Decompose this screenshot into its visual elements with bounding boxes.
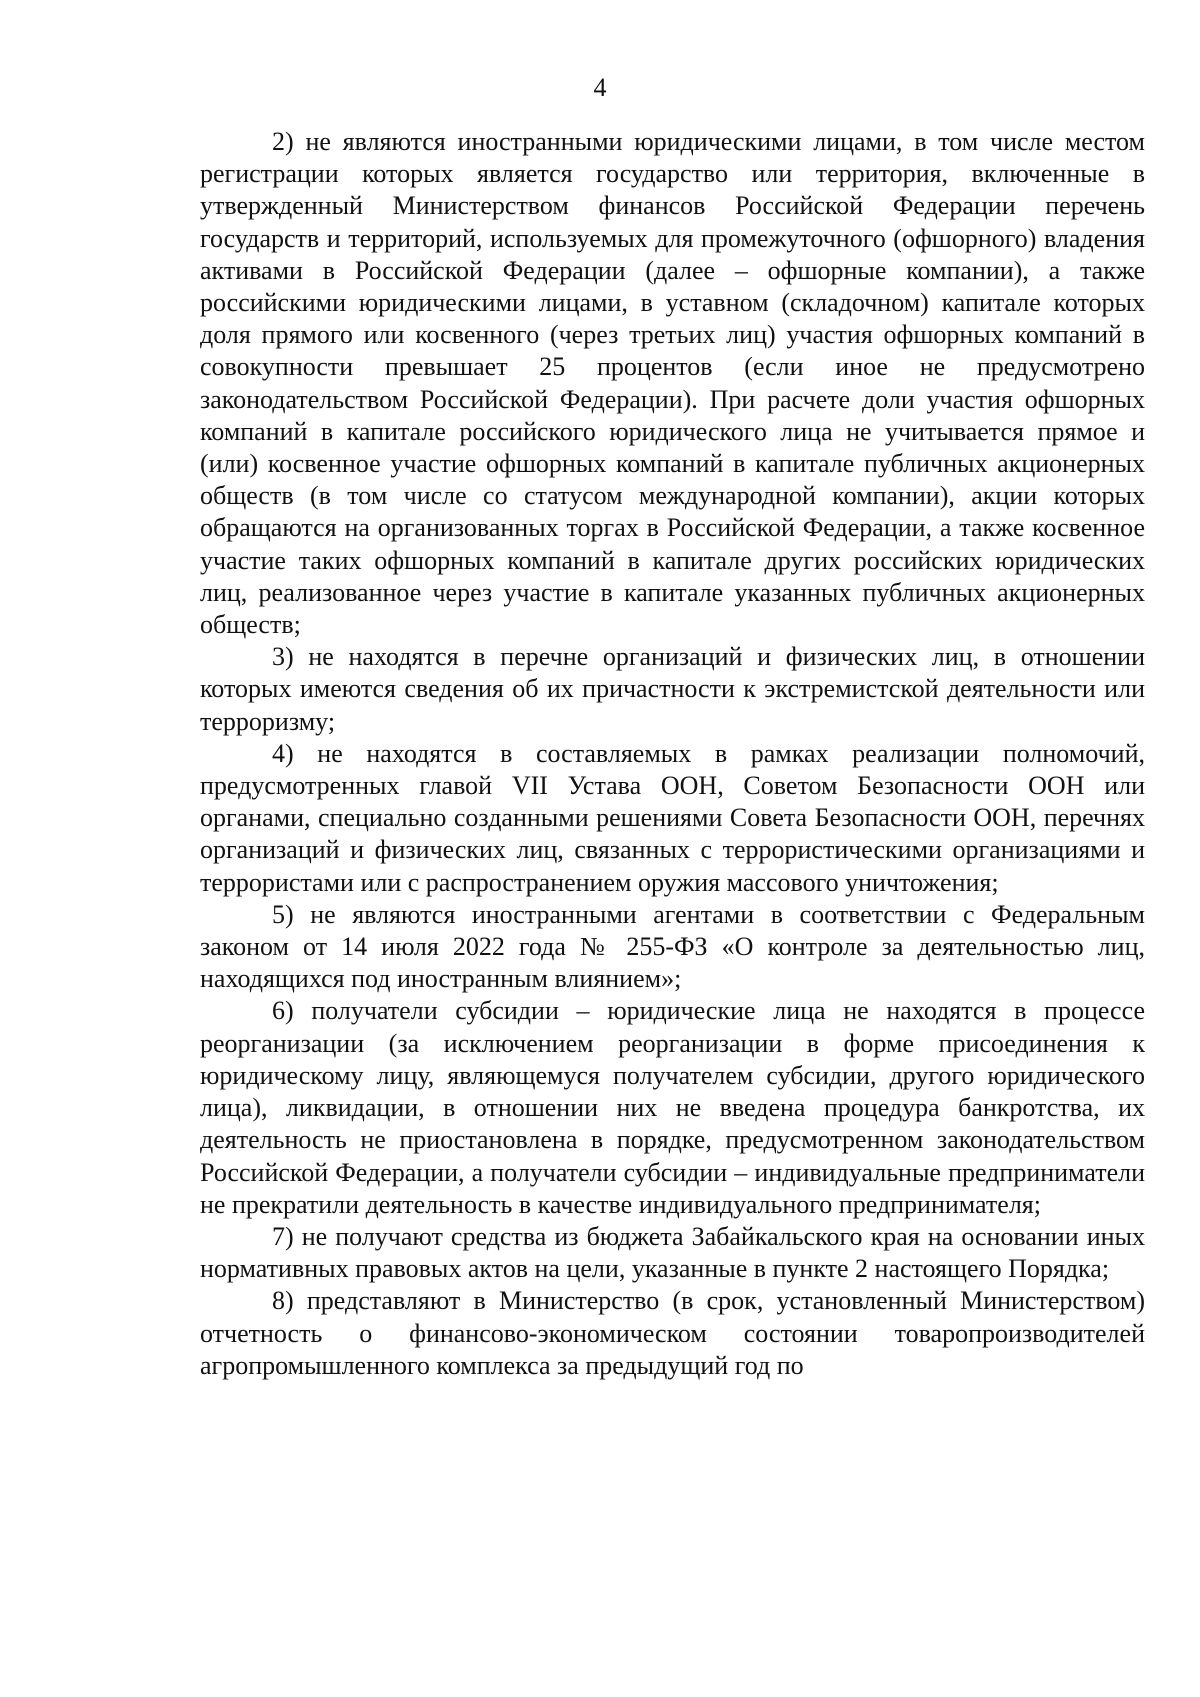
document-body <box>200 126 1145 1382</box>
page-number: 4 <box>593 73 607 102</box>
paragraph-item-3: 3) не находятся в перечне организаций и физических лиц, в отношении которых имеются сведения об их причастности к экстремистской деятельности или терроризму; <box>200 642 1145 736</box>
paragraph-item-7: 7) не получают средства из бюджета Забайкальского края на основании иных нормативных правовых актов на цели, указанные в пункте 2 настоящего Порядка; <box>200 1221 1145 1284</box>
paragraph-item-5: 5) не являются иностранными агентами в соответствии с Федеральным законом от 14 июля 2022 года № 255-ФЗ «О контроле за деятельностью лиц, находящихся под иностранным влиянием»; <box>200 899 1145 994</box>
paragraph-item-4: 4) не находятся в составляемых в рамках реализации полномочий, предусмотренных главой VII Устава ООН, Советом Безопасности ООН или органами, специально созданными решениями Совета Безопасности ООН, перечнях организаций и физических лиц, связанных с террористическими организациями и террористами или с распространением оружия массового уничтожения; <box>200 738 1145 897</box>
paragraph-item-6: 6) получатели субсидии – юридические лица не находятся в процессе реорганизации (за исключением реорганизации в форме присоединения к юридическому лицу, являющемуся получателем субсидии, другого юридического лица), ликвидации, в отношении них не введена процедура банкротства, их деятельность не приостановлена в порядке, предусмотренном законодательством Российской Федерации, а получатели субсидии – индивидуальные предприниматели не прекратили деятельность в качестве индивидуального предпринимателя; <box>200 996 1145 1219</box>
paragraph-item-8: 8) представляют в Министерство (в срок, установленный Министерством) отчетность о финансово-экономическом состоянии товаропроизводителей агропромышленного комплекса за предыдущий год по <box>200 1286 1145 1380</box>
paragraph-item-2: 2) не являются иностранными юридическими лицами, в том числе местом регистрации которых является государство или территория, включенные в утвержденный Министерством финансов Российской Федерации перечень государств и территорий, используемых для промежуточного (офшорного) владения активами в Российской Федерации (далее – офшорные компании), а также российскими юридическими лицами, в уставном (складочном) капитале которых доля прямого или косвенного (через третьих лиц) участия офшорных компаний в совокупности превышает 25 процентов (если иное не предусмотрено законодательством Российской Федерации). При расчете доли участия офшорных компаний в капитале российского юридического лица не учитывается прямое и (или) косвенное участие офшорных компаний в капитале публичных акционерных обществ (в том числе со статусом международной компании), акции которых обращаются на организованных торгах в Российской Федерации, а также косвенное участие таких офшорных компаний в капитале других российских юридических лиц, реализованное через участие в капитале указанных публичных акционерных обществ; <box>200 127 1145 640</box>
